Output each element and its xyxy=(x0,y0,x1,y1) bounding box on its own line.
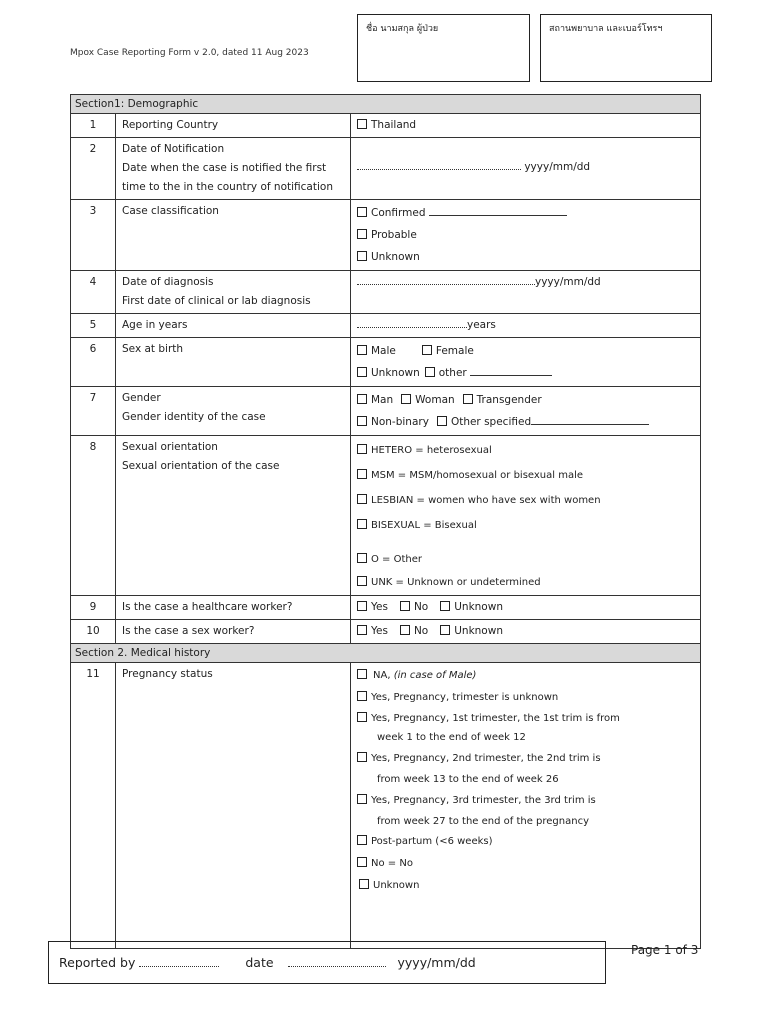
row-answer xyxy=(351,436,701,596)
checkbox[interactable] xyxy=(401,394,411,404)
checkbox[interactable] xyxy=(357,416,367,426)
table-row xyxy=(71,114,701,138)
checkbox[interactable] xyxy=(357,601,367,611)
checkbox[interactable] xyxy=(357,625,367,635)
date-format-hint: yyyy/mm/dd xyxy=(524,161,591,173)
option-label: O = Other xyxy=(371,554,423,565)
option-label: Unknown xyxy=(371,251,420,263)
option-label: Yes, Pregnancy, 2nd trimester, the 2nd trim is xyxy=(371,753,601,764)
row-number: 6 xyxy=(71,338,116,387)
row-number: 2 xyxy=(71,138,116,200)
section2-header xyxy=(71,644,701,663)
option-label: UNK = Unknown or undetermined xyxy=(371,577,541,588)
sex-other-input[interactable] xyxy=(470,364,552,376)
checkbox[interactable] xyxy=(357,691,367,701)
checkbox[interactable] xyxy=(357,494,367,504)
checkbox[interactable] xyxy=(437,416,447,426)
option-label: Unknown xyxy=(371,367,420,379)
page-number: Page 1 of 3 xyxy=(631,943,699,957)
section2-title: Section 2. Medical history xyxy=(71,644,701,663)
checkbox[interactable] xyxy=(400,625,410,635)
row-answer xyxy=(351,114,701,138)
row-number: 11 xyxy=(71,663,116,949)
row-number: 8 xyxy=(71,436,116,596)
checkbox[interactable] xyxy=(357,553,367,563)
checkbox[interactable] xyxy=(357,367,367,377)
checkbox[interactable] xyxy=(440,625,450,635)
report-date-input[interactable] xyxy=(288,955,386,967)
row-label: Is the case a healthcare worker? xyxy=(116,596,351,620)
option-label: HETERO = heterosexual xyxy=(371,445,492,456)
checkbox[interactable] xyxy=(357,207,367,217)
option-label: Unknown xyxy=(373,880,420,891)
row-label: Date of Notification xyxy=(122,143,225,155)
case-report-table xyxy=(70,94,701,949)
reported-by-label: Reported by xyxy=(59,955,136,970)
unit-label: years xyxy=(467,319,496,331)
row-number: 1 xyxy=(71,114,116,138)
row-sublabel: Gender identity of the case xyxy=(122,411,266,423)
section1-title: Section1: Demographic xyxy=(71,95,701,114)
option-label: Yes, Pregnancy, 1st trimester, the 1st trim is from xyxy=(371,713,620,724)
notification-date-input[interactable] xyxy=(357,158,521,170)
option-label: MSM = MSM/homosexual or bisexual male xyxy=(371,470,584,481)
row-sublabel: Date when the case is notified the first time to the in the country of notification xyxy=(122,162,333,193)
row-answer xyxy=(351,596,701,620)
row-label-cell xyxy=(116,271,351,314)
row-label: Case classification xyxy=(116,200,351,271)
option-label: Unknown xyxy=(454,601,503,613)
hospital-info-label: สถานพยาบาล และเบอร์โทรฯ xyxy=(549,24,663,34)
checkbox[interactable] xyxy=(357,229,367,239)
option-label: BISEXUAL = Bisexual xyxy=(371,520,477,531)
checkbox[interactable] xyxy=(357,394,367,404)
option-label: Yes xyxy=(371,625,388,637)
option-continuation: from week 13 to the end of week 26 xyxy=(377,774,559,785)
checkbox[interactable] xyxy=(357,469,367,479)
checkbox[interactable] xyxy=(357,712,367,722)
option-label: Post-partum (<6 weeks) xyxy=(371,836,493,847)
option-label: Non-binary xyxy=(371,416,429,428)
checkbox[interactable] xyxy=(357,669,367,679)
option-label: No xyxy=(413,601,429,613)
gender-other-input[interactable] xyxy=(531,413,649,425)
table-row xyxy=(71,314,701,338)
option-label: No xyxy=(413,625,429,637)
checkbox[interactable] xyxy=(422,345,432,355)
option-continuation: week 1 to the end of week 12 xyxy=(377,732,526,743)
row-label-cell xyxy=(116,138,351,200)
reporter-name-input[interactable] xyxy=(139,955,219,967)
reporter-footer-box xyxy=(48,941,606,984)
row-number: 7 xyxy=(71,387,116,436)
checkbox[interactable] xyxy=(463,394,473,404)
option-label: Woman xyxy=(415,394,455,406)
option-label: NA, xyxy=(373,670,394,681)
option-label: Other specified xyxy=(450,416,532,428)
row-label: Age in years xyxy=(116,314,351,338)
row-label: Sex at birth xyxy=(116,338,351,387)
date-label: date xyxy=(245,955,274,970)
option-label: LESBIAN = women who have sex with women xyxy=(371,495,601,506)
option-label: Thailand xyxy=(371,119,417,131)
row-answer xyxy=(351,138,701,200)
row-answer xyxy=(351,387,701,436)
row-answer xyxy=(351,200,701,271)
date-format-hint: yyyy/mm/dd xyxy=(535,276,601,288)
row-answer xyxy=(351,663,701,949)
checkbox[interactable] xyxy=(357,345,367,355)
option-label: other xyxy=(438,367,467,379)
checkbox[interactable] xyxy=(359,879,369,889)
row-label: Is the case a sex worker? xyxy=(116,620,351,644)
diagnosis-date-input[interactable] xyxy=(357,273,535,285)
option-label: Confirmed xyxy=(371,207,426,219)
row-number: 3 xyxy=(71,200,116,271)
checkbox[interactable] xyxy=(357,119,367,129)
option-label: Female xyxy=(435,345,474,357)
checkbox[interactable] xyxy=(357,251,367,261)
row-sublabel: Sexual orientation of the case xyxy=(122,460,280,472)
table-row xyxy=(71,436,701,596)
row-label: Gender xyxy=(122,392,161,404)
patient-name-box[interactable] xyxy=(357,14,530,82)
row-label-cell xyxy=(116,387,351,436)
row-sublabel: First date of clinical or lab diagnosis xyxy=(122,295,311,307)
option-note: (in case of Male) xyxy=(393,670,477,681)
row-number: 9 xyxy=(71,596,116,620)
checkbox[interactable] xyxy=(357,519,367,529)
row-answer xyxy=(351,338,701,387)
checkbox[interactable] xyxy=(357,794,367,804)
option-label: Male xyxy=(371,345,396,357)
option-label: Transgender xyxy=(476,394,542,406)
row-label: Sexual orientation xyxy=(122,441,218,453)
table-row xyxy=(71,596,701,620)
row-answer xyxy=(351,620,701,644)
option-label: Yes, Pregnancy, 3rd trimester, the 3rd trim is xyxy=(371,795,596,806)
patient-name-label: ชื่อ นามสกุล ผู้ป่วย xyxy=(366,24,439,34)
section1-header xyxy=(71,95,701,114)
checkbox[interactable] xyxy=(440,601,450,611)
option-continuation: from week 27 to the end of the pregnancy xyxy=(377,816,589,827)
checkbox[interactable] xyxy=(357,857,367,867)
table-row xyxy=(71,200,701,271)
row-answer xyxy=(351,314,701,338)
row-number: 4 xyxy=(71,271,116,314)
table-row xyxy=(71,620,701,644)
checkbox[interactable] xyxy=(400,601,410,611)
checkbox[interactable] xyxy=(357,576,367,586)
row-number: 10 xyxy=(71,620,116,644)
checkbox[interactable] xyxy=(425,367,435,377)
option-label: Yes xyxy=(371,601,388,613)
form-title: Mpox Case Reporting Form v 2.0, dated 11 Aug 2023 xyxy=(70,48,309,58)
option-label: Man xyxy=(371,394,394,406)
option-label: No = No xyxy=(371,858,413,869)
checkbox[interactable] xyxy=(357,752,367,762)
hospital-info-box[interactable] xyxy=(540,14,712,82)
table-row xyxy=(71,271,701,314)
row-label: Date of diagnosis xyxy=(122,276,214,288)
option-label: Probable xyxy=(371,229,417,241)
row-label-cell xyxy=(116,436,351,596)
checkbox[interactable] xyxy=(357,444,367,454)
confirmed-detail-input[interactable] xyxy=(429,204,567,216)
date-format-hint: yyyy/mm/dd xyxy=(397,955,476,970)
row-number: 5 xyxy=(71,314,116,338)
table-row xyxy=(71,387,701,436)
table-row xyxy=(71,338,701,387)
row-label: Pregnancy status xyxy=(116,663,351,949)
checkbox[interactable] xyxy=(357,835,367,845)
option-label: Yes, Pregnancy, trimester is unknown xyxy=(371,692,559,703)
table-row xyxy=(71,663,701,949)
option-label: Unknown xyxy=(454,625,503,637)
row-answer xyxy=(351,271,701,314)
age-input[interactable] xyxy=(357,316,467,328)
table-row xyxy=(71,138,701,200)
row-label: Reporting Country xyxy=(116,114,351,138)
